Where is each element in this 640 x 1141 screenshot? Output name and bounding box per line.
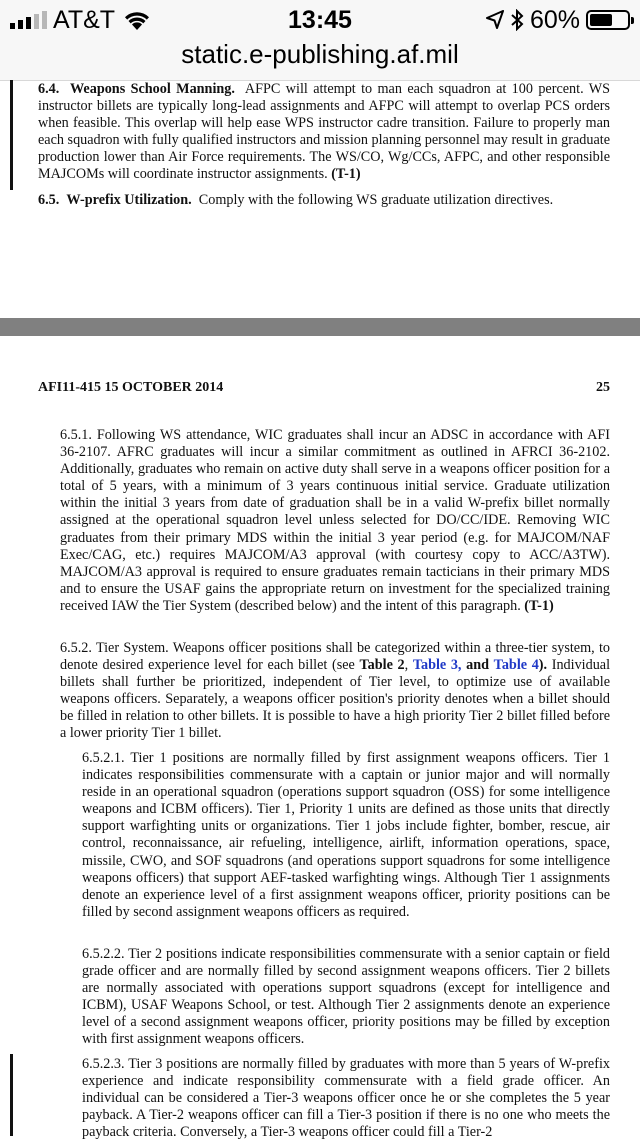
para-text: Individual billets shall further be prioritized, independent of Tier level, to optimize use of available weapons officers. Separately, a weapons officer position's priority denotes when a billet should be filled in relation to other billets. It is possible to have a high priority Tier 2 billet filled before a lower priority Tier 1 billet. [60, 657, 611, 742]
para-number: 6.4. [38, 81, 60, 97]
table-2-ref: Table 2 [359, 657, 405, 674]
para-text: 6.5.2. Tier System. Weapons officer positions shall be categorized within a three-tier system, to denote desired experience level for each billet (see [60, 640, 610, 674]
paragraph-6-5-1 [60, 427, 610, 615]
revision-change-bar [10, 1054, 13, 1136]
para-text: 6.5.2.1. Tier 1 positions are normally filled by first assignment weapons officers. Tier 1 indicates responsibilities commensurate with a captain or junior major and will normally reside in an operational squadron (operations support squadron (OSS) for some intelligence weapons and ICBM officers). Tier 1, Priority 1 units are defined as those units that directly support warfighting units or organizations. Tier 1 jobs include fighter, bomber, rescue, air control, reconnaissance, air refueling, intelligence, airlift, information operations, space, missile, CWO, and SOF squadrons (and operations support squadrons for some intelligence weapons officers) that support AEF-tasked warfighting wings. Although Tier 1 assignments denote an experience level of a first assignment weapons officer, priority positions can be filled by second assignment weapons officers as required. [82, 750, 610, 920]
location-arrow-icon [486, 10, 504, 30]
status-bar [0, 0, 640, 40]
page-separator [0, 318, 640, 336]
status-right [486, 6, 630, 34]
carrier-label: AT&T [53, 5, 116, 34]
revision-change-bar [10, 80, 13, 190]
para-text: Comply with the following WS graduate utilization directives. [198, 192, 554, 208]
battery-percent: 60% [529, 5, 580, 34]
battery-fill [590, 14, 612, 26]
and-word: and [466, 657, 490, 674]
tier-tag: (T-1) [524, 597, 554, 614]
battery-icon [586, 10, 630, 30]
page-header [38, 380, 610, 396]
url-text[interactable]: static.e-publishing.af.mil [181, 39, 459, 69]
paragraph-6-4 [38, 81, 610, 184]
table-4-link[interactable]: Table 4 [493, 657, 539, 674]
table-3-link[interactable]: Table 3, [412, 657, 462, 674]
para-title: Weapons School Manning. [70, 81, 235, 97]
para-text: 6.5.1. Following WS attendance, WIC graduates shall incur an ADSC in accordance with AFI 36-2107. AFRC graduates will incur a similar commitment as outlined in AFRCI 36-2102. Additionally, graduates who remain on active duty shall serve in a weapons officer position for a total of 5 years, with a minimum of 3 years continuous initial service. Graduate utilization within the initial 3 years from date of graduation shall be in a valid W-prefix billet normally assigned at the operational squadron level unless selected for DO/CC/IDE. Removing WIC graduates from their primary MDS within the initial 3 year period (e.g. for MAJCOM/NAF Exec/CAG, etc.) requires MAJCOM/A3 approval (with courtesy copy to ACC/A3TW). MAJCOM/A3 approval is required to ensure graduates remain tacticians in their primary MDS and to ensure the USAF gains the appropriate return on investment for the specialized training received IAW the Tier System (described below) and the intent of this paragraph. [60, 427, 610, 614]
bluetooth-icon [510, 9, 524, 31]
para-text: 6.5.2.2. Tier 2 positions indicate responsibilities commensurate with a senior captain or field grade officer and are normally filled by second assignment weapons officers. Tier 2 billets are normally associated with operations support squadrons (except for intelligence and ICBM), USAF Weapons School, or test. Although Tier 2 assignments denote an experience level of a second assignment weapons officer, priority positions may be filled by exception with first assignment weapons officers. [82, 946, 610, 1048]
clock: 13:45 [288, 6, 352, 34]
para-number: 6.5. [38, 192, 60, 208]
tier-tag: (T-1) [331, 166, 361, 183]
document-id: AFI11-415 15 OCTOBER 2014 [38, 380, 224, 395]
paragraph-6-5 [38, 192, 610, 209]
paragraph-6-5-2: 6.5.2. Tier System. Weapons officer positions shall be categorized within a three-tier system, to denote desired experience level for each billet (see Table 2, Table 3, and Table 4). Individual billets shall further be prioritized, independent of Tier level, to optimize use of available weapons officers. Separately, a weapons officer position's priority denotes when a billet should be filled in relation to other billets. It is possible to have a high priority Tier 2 billet filled before a lower priority Tier 1 billet. [60, 640, 611, 742]
para-title: W-prefix Utilization. [66, 192, 192, 208]
address-bar[interactable] [0, 40, 640, 81]
paragraph-6-5-2-1 [82, 750, 610, 921]
page-number: 25 [596, 380, 610, 395]
paragraph-6-5-2-3 [82, 1056, 610, 1141]
paragraph-6-5-2-2 [82, 946, 610, 1049]
para-text: AFPC will attempt to man each squadron at 100 percent. WS instructor billets are typically long-lead assignments and AFPC will attempt to overlap PCS orders when feasible. This overlap will help ease WPS instructor cadre transition. Failure to properly man each squadron with fully qualified instructors and mission planning personnel may result in graduate production lower than Air Force requirements. The WS/CO, Wg/CCs, AFPC, and other responsible MAJCOMs will coordinate instructor assignments. [38, 81, 611, 183]
para-text: 6.5.2.3. Tier 3 positions are normally filled by graduates with more than 5 years of W-prefix experience and indicate responsibility commensurate with a field grade officer. An individual can be considered a Tier-3 weapons officer once he or she completes the 5 year payback. A Tier-2 weapons officer can fill a Tier-3 position if there is no one who meets the payback criteria. Conversely, a Tier-3 weapons officer could fill a Tier-2 [82, 1056, 610, 1141]
